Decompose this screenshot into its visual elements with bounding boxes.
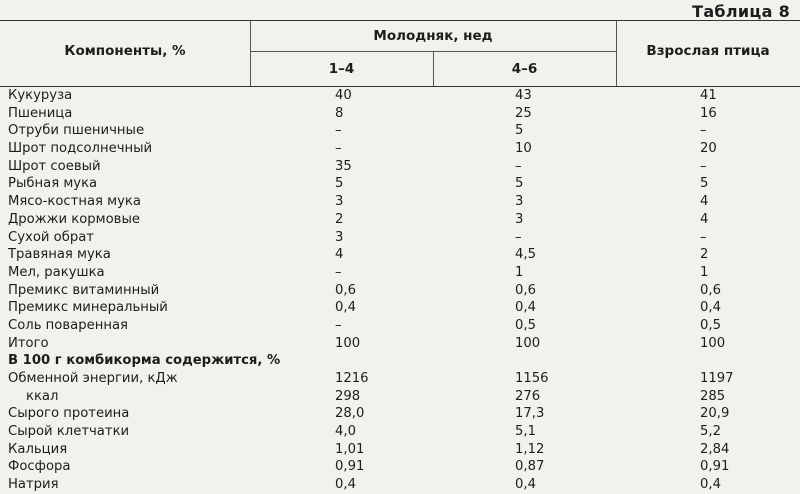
row-value-1-4: – xyxy=(335,123,342,139)
table-row xyxy=(0,140,800,158)
header-young-group: Молодняк, нед xyxy=(373,28,493,44)
table-row xyxy=(0,423,800,441)
row-value-adult: 4 xyxy=(700,194,709,210)
row-name: Премикс витаминный xyxy=(8,282,160,298)
table-row xyxy=(0,175,800,193)
table-row xyxy=(0,229,800,247)
row-value-4-6: 17,3 xyxy=(515,406,545,422)
row-value-adult: 0,5 xyxy=(700,317,721,333)
row-value-adult: 2,84 xyxy=(700,441,730,457)
row-value-adult: 4 xyxy=(700,211,709,227)
row-name: Мел, ракушка xyxy=(8,264,105,280)
row-value-1-4: 1,01 xyxy=(335,441,365,457)
row-value-4-6: 1,12 xyxy=(515,441,545,457)
row-value-1-4: 4 xyxy=(335,247,344,263)
row-name: Дрожжи кормовые xyxy=(8,211,140,227)
row-name: Мясо-костная мука xyxy=(8,194,141,210)
row-value-4-6: 0,4 xyxy=(515,477,536,493)
row-name: Фосфора xyxy=(8,459,71,475)
row-name: Шрот соевый xyxy=(8,158,101,174)
row-name: Сырой клетчатки xyxy=(8,424,130,440)
row-value-4-6: 5 xyxy=(515,123,524,139)
table-row xyxy=(0,282,800,300)
row-name: Обменной энергии, кДж xyxy=(8,371,178,386)
row-value-1-4: 4,0 xyxy=(335,424,356,440)
row-value-4-6: 3 xyxy=(515,194,524,210)
row-value-adult: 285 xyxy=(700,388,726,404)
row-name: Пшеница xyxy=(8,105,73,121)
table-row xyxy=(0,299,800,317)
row-name: Шрот подсолнечный xyxy=(8,141,153,157)
row-value-1-4: 100 xyxy=(335,335,361,351)
table-row xyxy=(0,122,800,140)
row-value-1-4: 2 xyxy=(335,211,344,227)
row-value-4-6: 100 xyxy=(515,335,541,351)
row-value-4-6: 5 xyxy=(515,176,524,192)
row-name: Сырого протеина xyxy=(8,406,130,422)
header-adult: Взрослая птица xyxy=(646,43,770,59)
row-value-adult: 5,2 xyxy=(700,424,721,440)
row-name: Кукуруза xyxy=(8,88,73,103)
table-row xyxy=(0,335,800,353)
table-header xyxy=(0,20,800,87)
table-row xyxy=(0,388,800,406)
table-row xyxy=(0,246,800,264)
row-value-1-4: 3 xyxy=(335,229,344,245)
row-value-adult: 100 xyxy=(700,335,726,351)
row-value-1-4: – xyxy=(335,264,342,280)
row-name: Отруби пшеничные xyxy=(8,123,145,139)
row-value-1-4: 298 xyxy=(335,388,361,404)
row-name: ккал xyxy=(26,388,59,404)
table-row xyxy=(0,370,800,388)
row-value-1-4: 3 xyxy=(335,194,344,210)
row-value-1-4: 8 xyxy=(335,105,344,121)
row-value-adult: 0,91 xyxy=(700,459,730,475)
table-row xyxy=(0,158,800,176)
row-value-4-6: 4,5 xyxy=(515,247,536,263)
header-young-1-4: 1–4 xyxy=(328,61,355,77)
row-value-adult: 1 xyxy=(700,264,709,280)
table-row xyxy=(0,458,800,476)
row-value-adult: 0,4 xyxy=(700,477,721,493)
row-value-adult: 0,4 xyxy=(700,300,721,316)
row-value-1-4: 0,4 xyxy=(335,477,356,493)
row-value-4-6: 0,6 xyxy=(515,282,536,298)
row-value-1-4: 40 xyxy=(335,88,352,103)
row-value-4-6: 43 xyxy=(515,88,532,103)
row-value-1-4: – xyxy=(335,317,342,333)
table-row xyxy=(0,405,800,423)
row-value-4-6: 1 xyxy=(515,264,524,280)
row-value-4-6: – xyxy=(515,229,522,245)
row-value-adult: 1197 xyxy=(700,371,734,386)
row-value-4-6: 0,5 xyxy=(515,317,536,333)
row-value-4-6: 0,4 xyxy=(515,300,536,316)
row-name: Травяная мука xyxy=(8,247,111,263)
header-components: Компоненты, % xyxy=(64,43,186,59)
row-value-adult: – xyxy=(700,229,707,245)
row-value-adult: 20 xyxy=(700,141,717,157)
row-name: Рыбная мука xyxy=(8,176,98,192)
row-value-adult: 0,6 xyxy=(700,282,721,298)
row-value-4-6: 10 xyxy=(515,141,532,157)
row-value-4-6: 25 xyxy=(515,105,532,121)
table-body xyxy=(0,87,800,494)
table-row xyxy=(0,193,800,211)
table-row xyxy=(0,211,800,229)
table-row xyxy=(0,264,800,282)
row-name: Сухой обрат xyxy=(8,229,94,245)
table-row xyxy=(0,87,800,105)
row-value-adult: 5 xyxy=(700,176,709,192)
row-value-4-6: – xyxy=(515,158,522,174)
section-heading: В 100 г комбикорма содержится, % xyxy=(8,353,281,369)
header-young-4-6: 4–6 xyxy=(511,61,538,77)
row-value-1-4: 1216 xyxy=(335,371,369,386)
row-name: Соль поваренная xyxy=(8,317,128,333)
row-name: Кальция xyxy=(8,441,68,457)
table-row xyxy=(0,105,800,123)
table-caption: Таблица 8 xyxy=(692,2,790,21)
row-name: Натрия xyxy=(8,477,59,493)
section-heading-row xyxy=(0,352,800,370)
row-value-adult: 41 xyxy=(700,88,717,103)
row-value-1-4: 0,91 xyxy=(335,459,365,475)
row-value-4-6: 0,87 xyxy=(515,459,545,475)
row-value-4-6: 3 xyxy=(515,211,524,227)
row-name: Премикс минеральный xyxy=(8,300,168,316)
row-value-1-4: 0,6 xyxy=(335,282,356,298)
row-value-1-4: 35 xyxy=(335,158,352,174)
row-value-adult: 20,9 xyxy=(700,406,730,422)
table-row xyxy=(0,317,800,335)
row-value-4-6: 276 xyxy=(515,388,541,404)
row-value-adult: 16 xyxy=(700,105,717,121)
row-value-adult: – xyxy=(700,158,707,174)
table-row xyxy=(0,476,800,494)
row-value-4-6: 1156 xyxy=(515,371,549,386)
row-value-4-6: 5,1 xyxy=(515,424,536,440)
row-value-adult: – xyxy=(700,123,707,139)
row-value-1-4: 5 xyxy=(335,176,344,192)
row-value-adult: 2 xyxy=(700,247,709,263)
table-row xyxy=(0,441,800,459)
row-value-1-4: – xyxy=(335,141,342,157)
row-value-1-4: 0,4 xyxy=(335,300,356,316)
row-value-1-4: 28,0 xyxy=(335,406,365,422)
row-name: Итого xyxy=(8,335,49,351)
